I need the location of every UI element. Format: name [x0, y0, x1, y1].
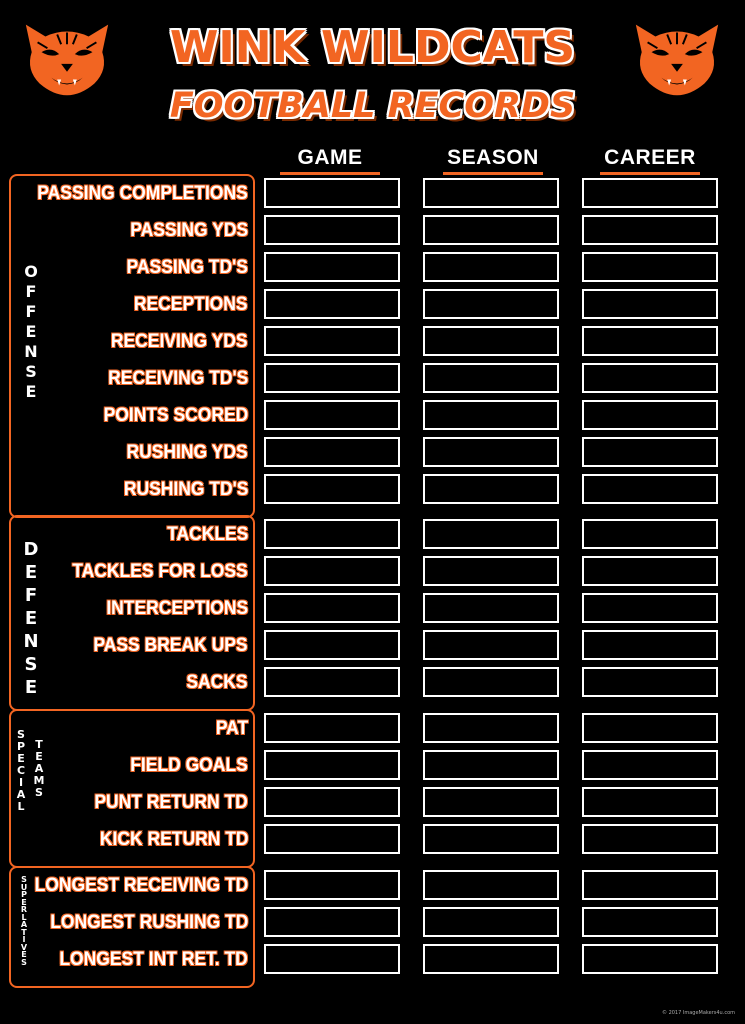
record-cell-passing-td-s-career — [582, 252, 718, 282]
record-cell-pass-break-ups-season — [423, 630, 559, 660]
record-label-points-scored: POINTS SCORED — [103, 405, 248, 426]
record-cell-tackles-for-loss-career — [582, 556, 718, 586]
record-cell-punt-return-td-career — [582, 787, 718, 817]
record-cell-pat-season — [423, 713, 559, 743]
record-cell-passing-td-s-season — [423, 252, 559, 282]
record-cell-interceptions-career — [582, 593, 718, 623]
record-label-punt-return-td: PUNT RETURN TD — [94, 792, 248, 813]
record-label-longest-int-ret-td: LONGEST INT RET. TD — [59, 949, 248, 970]
record-label-pass-break-ups: PASS BREAK UPS — [93, 635, 248, 656]
record-cell-pat-career — [582, 713, 718, 743]
record-cell-passing-yds-game — [264, 215, 400, 245]
record-cell-rushing-td-s-game — [264, 474, 400, 504]
record-cell-kick-return-td-game — [264, 824, 400, 854]
record-label-passing-td-s: PASSING TD'S — [126, 257, 248, 278]
record-label-kick-return-td: KICK RETURN TD — [99, 829, 248, 850]
record-cell-longest-rushing-td-career — [582, 907, 718, 937]
record-cell-receptions-game — [264, 289, 400, 319]
record-label-longest-receiving-td: LONGEST RECEIVING TD — [34, 875, 248, 896]
column-header-season: SEASON — [423, 146, 563, 175]
record-cell-sacks-career — [582, 667, 718, 697]
record-label-passing-yds: PASSING YDS — [130, 220, 248, 241]
record-cell-field-goals-season — [423, 750, 559, 780]
group-label-teams: T E A M S — [33, 738, 45, 799]
record-cell-passing-completions-game — [264, 178, 400, 208]
record-label-passing-completions: PASSING COMPLETIONS — [37, 183, 248, 204]
record-cell-tackles-season — [423, 519, 559, 549]
record-cell-passing-yds-career — [582, 215, 718, 245]
record-cell-tackles-game — [264, 519, 400, 549]
record-label-tackles: TACKLES — [166, 524, 248, 545]
record-label-rushing-td-s: RUSHING TD'S — [123, 479, 248, 500]
record-label-rushing-yds: RUSHING YDS — [126, 442, 248, 463]
record-cell-rushing-yds-career — [582, 437, 718, 467]
record-label-field-goals: FIELD GOALS — [130, 755, 248, 776]
record-cell-rushing-yds-season — [423, 437, 559, 467]
column-header-game: GAME — [260, 146, 400, 175]
record-label-interceptions: INTERCEPTIONS — [106, 598, 248, 619]
record-cell-rushing-td-s-season — [423, 474, 559, 504]
record-cell-receiving-yds-season — [423, 326, 559, 356]
page-subtitle: FOOTBALL RECORDS — [169, 86, 576, 126]
record-cell-interceptions-season — [423, 593, 559, 623]
record-cell-receiving-yds-career — [582, 326, 718, 356]
record-label-receiving-td-s: RECEIVING TD'S — [107, 368, 248, 389]
record-label-receptions: RECEPTIONS — [134, 294, 248, 315]
record-cell-tackles-career — [582, 519, 718, 549]
record-cell-receiving-yds-game — [264, 326, 400, 356]
record-cell-longest-receiving-td-game — [264, 870, 400, 900]
record-cell-longest-rushing-td-game — [264, 907, 400, 937]
record-cell-tackles-for-loss-season — [423, 556, 559, 586]
page-title: WINK WILDCATS — [169, 22, 576, 73]
record-cell-field-goals-career — [582, 750, 718, 780]
record-cell-passing-td-s-game — [264, 252, 400, 282]
record-cell-sacks-season — [423, 667, 559, 697]
record-label-sacks: SACKS — [186, 672, 248, 693]
record-cell-points-scored-game — [264, 400, 400, 430]
record-cell-pass-break-ups-game — [264, 630, 400, 660]
record-cell-rushing-td-s-career — [582, 474, 718, 504]
record-cell-receptions-season — [423, 289, 559, 319]
record-cell-passing-completions-season — [423, 178, 559, 208]
record-cell-pass-break-ups-career — [582, 630, 718, 660]
record-cell-points-scored-season — [423, 400, 559, 430]
record-cell-points-scored-career — [582, 400, 718, 430]
record-cell-pat-game — [264, 713, 400, 743]
record-cell-rushing-yds-game — [264, 437, 400, 467]
record-cell-punt-return-td-season — [423, 787, 559, 817]
column-header-career: CAREER — [580, 146, 720, 175]
record-cell-longest-int-ret-td-season — [423, 944, 559, 974]
record-cell-passing-completions-career — [582, 178, 718, 208]
group-label-defense: D E F E N S E — [23, 539, 39, 698]
group-label-special: S P E C I A L — [16, 728, 26, 813]
record-label-tackles-for-loss: TACKLES FOR LOSS — [72, 561, 248, 582]
record-cell-longest-rushing-td-season — [423, 907, 559, 937]
record-cell-punt-return-td-game — [264, 787, 400, 817]
record-cell-longest-int-ret-td-game — [264, 944, 400, 974]
record-label-receiving-yds: RECEIVING YDS — [111, 331, 248, 352]
record-cell-kick-return-td-career — [582, 824, 718, 854]
group-label-superlatives: S U P E R L A T I V E S — [20, 875, 28, 967]
group-label-offense: O F F E N S E — [24, 262, 38, 401]
record-cell-field-goals-game — [264, 750, 400, 780]
record-cell-receptions-career — [582, 289, 718, 319]
record-cell-receiving-td-s-career — [582, 363, 718, 393]
record-cell-passing-yds-season — [423, 215, 559, 245]
record-cell-longest-receiving-td-career — [582, 870, 718, 900]
record-label-pat: PAT — [215, 718, 248, 739]
record-cell-receiving-td-s-season — [423, 363, 559, 393]
record-cell-interceptions-game — [264, 593, 400, 623]
record-cell-longest-int-ret-td-career — [582, 944, 718, 974]
record-cell-tackles-for-loss-game — [264, 556, 400, 586]
record-cell-longest-receiving-td-season — [423, 870, 559, 900]
record-cell-kick-return-td-season — [423, 824, 559, 854]
copyright-notice: © 2017 ImageMakers4u.com — [661, 1010, 735, 1016]
record-cell-receiving-td-s-game — [264, 363, 400, 393]
record-label-longest-rushing-td: LONGEST RUSHING TD — [49, 912, 248, 933]
record-cell-sacks-game — [264, 667, 400, 697]
